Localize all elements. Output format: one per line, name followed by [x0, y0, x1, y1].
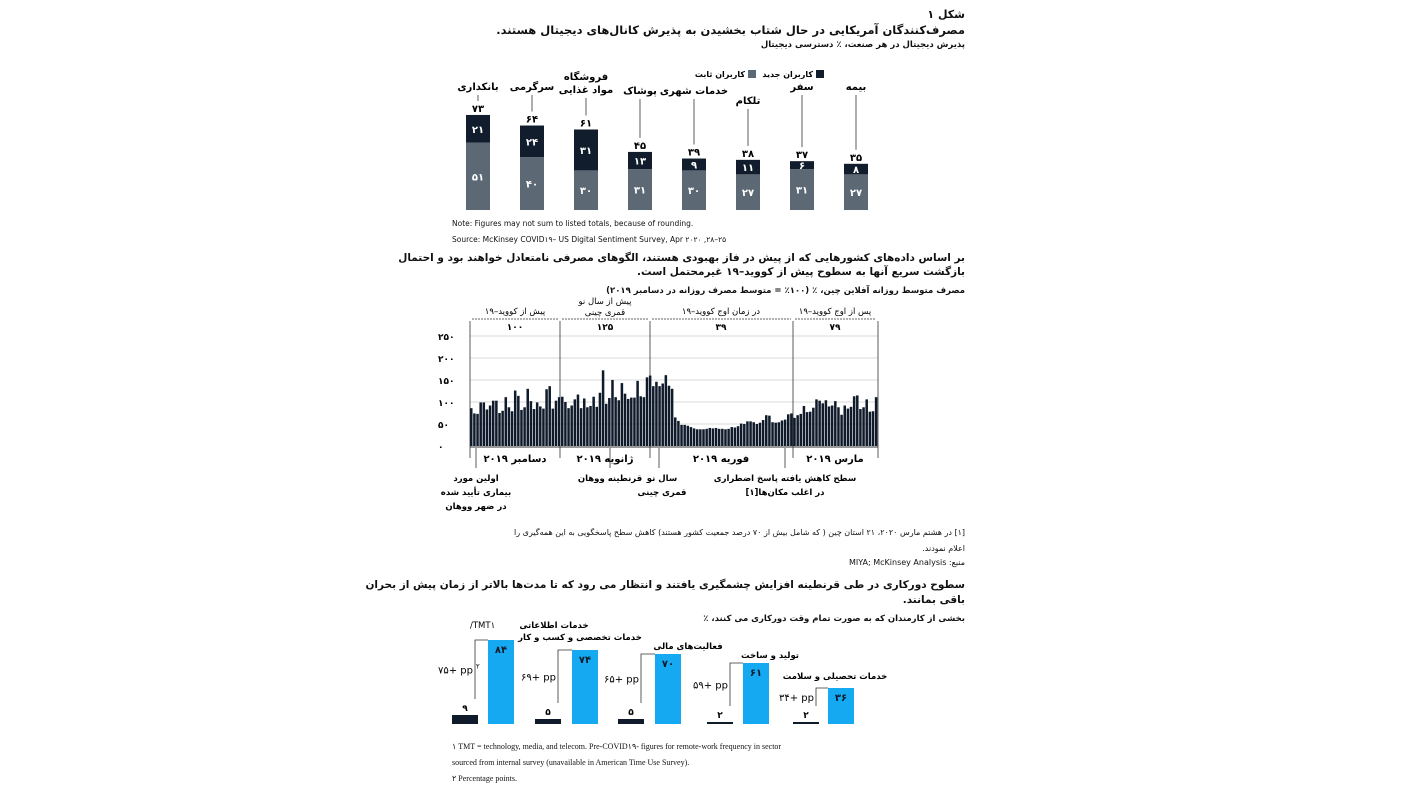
period-label-3: پس از اوج کووید–۱۹: [798, 307, 872, 317]
daily-bar-129: [875, 397, 878, 446]
daily-bar-29: [561, 397, 564, 446]
daily-bar-40: [596, 407, 599, 446]
daily-bar-74: [702, 429, 705, 446]
period-label2-1: قمری چینی: [584, 308, 626, 318]
daily-bar-88: [746, 421, 749, 446]
daily-bar-3: [479, 402, 482, 446]
legend-swatch-new: [816, 70, 824, 78]
daily-bar-35: [580, 408, 583, 446]
daily-bar-34: [577, 395, 580, 446]
category-label-5: تلکام: [735, 96, 761, 107]
daily-bar-32: [570, 406, 573, 446]
daily-bar-37: [586, 407, 589, 446]
section3-footnote1-line2: sourced from internal survey (unavailable in American Time Use Survey).: [452, 758, 690, 767]
daily-bar-58: [652, 386, 655, 446]
period-value-2: ۳۹: [715, 323, 727, 333]
delta-bracket-3: [730, 663, 743, 706]
daily-bar-1: [473, 413, 476, 446]
daily-bar-77: [712, 428, 715, 446]
category-label-4: خدمات شهری: [659, 86, 729, 97]
period-value-3: ۷۹: [829, 323, 841, 333]
delta-label-4: ۳۴+ pp: [779, 693, 814, 704]
daily-bar-11: [505, 397, 508, 446]
daily-bar-56: [646, 377, 649, 446]
daily-bar-45: [611, 380, 614, 446]
figure-page: [365, 0, 990, 800]
chart1-note: Note: Figures may not sum to listed totals, because of rounding.: [452, 219, 694, 228]
daily-bar-23: [542, 409, 545, 446]
daily-bar-20: [533, 409, 536, 446]
daily-bar-59: [655, 382, 658, 446]
bar-total-7: ۳۵: [849, 152, 863, 164]
daily-bar-38: [589, 406, 592, 446]
now-value-1: ۷۴: [578, 655, 592, 666]
daily-bar-95: [768, 416, 771, 446]
pre-value-4: ۲: [803, 711, 809, 721]
daily-bar-127: [869, 412, 872, 446]
delta-bracket-2: [641, 654, 655, 703]
pre-value-1: ۵: [545, 708, 551, 718]
daily-bar-63: [668, 386, 671, 446]
annotation-1-line-0: قرنطینه ووهان: [577, 474, 643, 484]
daily-bar-119: [843, 406, 846, 446]
daily-bar-61: [661, 384, 664, 446]
daily-bar-10: [501, 411, 504, 446]
bar-fixed-label-0: ۵۱: [471, 172, 485, 184]
daily-bar-90: [752, 422, 755, 446]
bar-new-label-2: ۳۱: [579, 145, 593, 157]
legend-label-fixed: کاربران ثابت: [694, 70, 745, 79]
category-label-4: خدمات تحصیلی و سلامت: [782, 672, 888, 682]
category-label-3: تولید و ساخت: [741, 651, 799, 661]
category-tmt-0: /TMT۱: [470, 621, 496, 631]
daily-bar-113: [825, 400, 828, 446]
section2-title-line2: بازگشت سریع آنها به سطوح پیش از کووید–۱۹ غیرمحتمل است.: [637, 266, 965, 278]
daily-bar-13: [511, 411, 514, 446]
category-label-6: سفر: [790, 82, 814, 93]
bar-total-5: ۳۸: [741, 148, 755, 160]
daily-bar-87: [743, 424, 746, 446]
daily-bar-84: [734, 428, 737, 446]
legend-swatch-fixed: [748, 70, 756, 78]
daily-bar-69: [687, 426, 690, 446]
daily-bar-51: [630, 398, 633, 446]
daily-bar-65: [674, 417, 677, 446]
daily-bar-4: [483, 402, 486, 446]
daily-bar-86: [740, 424, 743, 446]
now-value-4: ۳۶: [834, 693, 848, 704]
daily-bar-30: [564, 402, 567, 446]
category-label-1: سرگرمی: [509, 82, 555, 93]
delta-bracket-4: [816, 688, 828, 706]
bar-new-label-6: ۶: [798, 161, 806, 173]
daily-bar-19: [530, 401, 533, 446]
daily-bar-44: [608, 398, 611, 446]
section2-source: منبع: MIYA; McKinsey Analysis: [848, 558, 965, 567]
period-label-0: پیش از کووید–۱۹: [484, 307, 546, 317]
category-label-7: بیمه: [845, 82, 867, 93]
bar-fixed-label-2: ۳۰: [579, 186, 593, 198]
daily-bar-43: [605, 404, 608, 446]
daily-bar-64: [671, 389, 674, 446]
daily-bar-57: [649, 376, 652, 446]
daily-bar-49: [624, 394, 627, 446]
y-tick-5: ۲۵۰: [438, 333, 455, 343]
daily-bar-66: [677, 421, 680, 446]
delta-label-2: ۶۵+ pp: [604, 674, 639, 686]
chart2-subtitle: مصرف متوسط روزانه آفلاین چین، ٪ (۱۰۰٪ = متوسط مصرف روزانه در دسامبر ۲۰۱۹): [606, 286, 965, 296]
month-label-2: فوریه ۲۰۱۹: [692, 454, 750, 465]
daily-bar-117: [837, 407, 840, 446]
category-label-1: خدمات تخصصی و کسب و کار: [518, 633, 642, 643]
daily-bar-114: [828, 406, 831, 446]
figure-title: مصرف‌کنندگان آمریکایی در حال شتاب بخشیدن به پذیرش کانال‌های دیجیتال هستند.: [496, 23, 965, 37]
month-label-1: ژانویه ۲۰۱۹: [576, 454, 634, 465]
daily-bar-67: [680, 425, 683, 446]
daily-bar-70: [690, 427, 693, 446]
daily-bar-126: [865, 399, 868, 446]
daily-bar-107: [806, 412, 809, 446]
section2-title-line1: بر اساس داده‌های کشورهایی که از پیش در فاز بهبودی هستند، الگوهای مصرفی نامتعادل خواهند بود و احتمال: [398, 252, 965, 264]
daily-bar-116: [834, 401, 837, 446]
daily-bar-25: [548, 386, 551, 446]
bar-new-label-7: ۸: [852, 165, 860, 177]
daily-bar-48: [621, 383, 624, 446]
bar-total-2: ۶۱: [579, 118, 593, 130]
section3-title-line1: سطوح دورکاری در طی قرنطینه افزایش چشمگیری یافتند و انتظار می رود که تا مدت‌ها بالاتر از زمان پیش از بحران: [365, 579, 965, 591]
bar-new-label-4: ۹: [690, 160, 698, 172]
category-label2-2: مواد غذایی: [558, 85, 614, 96]
daily-bar-91: [756, 424, 759, 446]
section3-footnote1-line1: ۱ TMT = technology, media, and telecom. Pre-COVID۱۹- figures for remote-work frequency in sector: [452, 742, 782, 751]
daily-bar-18: [526, 389, 529, 446]
daily-bar-100: [784, 420, 787, 446]
daily-bar-76: [709, 428, 712, 446]
pre-bar-0: [452, 715, 478, 724]
daily-bar-9: [498, 413, 501, 446]
figure-subtitle: پذیرش دیجیتال در هر صنعت، ٪ دسترسی دیجیتال: [760, 40, 965, 50]
daily-bar-71: [693, 428, 696, 446]
category-label-2: فعالیت‌های مالی: [653, 642, 723, 652]
daily-bar-79: [718, 429, 721, 446]
daily-bar-112: [822, 403, 825, 446]
pre-bar-4: [793, 722, 819, 724]
daily-bar-81: [724, 429, 727, 446]
daily-bar-12: [508, 407, 511, 446]
section3-footnote2: ۲ Percentage points.: [452, 774, 517, 783]
bar-fixed-label-4: ۳۰: [687, 186, 701, 198]
delta-label-3: ۵۹+ pp: [693, 680, 728, 692]
annotation-0-line-2: در ضهر ووهان: [445, 502, 507, 512]
daily-bar-75: [705, 429, 708, 446]
y-tick-3: ۱۵۰: [438, 377, 455, 387]
daily-bar-15: [517, 396, 520, 446]
daily-bar-96: [771, 422, 774, 446]
daily-bar-118: [840, 415, 843, 446]
annotation-2-line-1: قمری چینی: [637, 488, 687, 498]
daily-bar-27: [555, 401, 558, 446]
daily-bar-125: [862, 407, 865, 446]
daily-bar-99: [781, 420, 784, 446]
category-label-0: بانکداری: [457, 82, 499, 93]
daily-bar-6: [489, 406, 492, 446]
daily-bar-60: [658, 386, 661, 446]
annotation-3-line-1: در اغلب مکان‌ها[۱]: [745, 488, 825, 498]
daily-bar-92: [759, 423, 762, 446]
period-label-1: پیش از سال نو: [578, 297, 632, 307]
bar-total-3: ۴۵: [633, 140, 647, 152]
chart1-source: Source: McKinsey COVID۱۹– US Digital Sentiment Survey, Apr ۲۰۲۰ ,۲۸–۲۵: [452, 235, 727, 244]
chart3-subtitle: بخشی از کارمندان که به صورت تمام وقت دورکاری می کنند، ٪: [703, 614, 965, 624]
figure-label: شکل ۱: [927, 8, 965, 21]
y-tick-2: ۱۰۰: [438, 399, 455, 409]
annotation-0-line-1: بیماری تأیید شده: [440, 488, 512, 498]
delta-sup-0: ۲: [476, 662, 480, 671]
daily-bar-103: [793, 418, 796, 446]
daily-bar-68: [683, 425, 686, 446]
daily-bar-54: [639, 396, 642, 446]
period-value-1: ۱۲۵: [596, 323, 614, 333]
daily-bar-16: [520, 410, 523, 446]
pre-value-2: ۵: [628, 708, 634, 718]
period-label-2: در زمان اوج کووید–۱۹: [681, 307, 761, 317]
daily-bar-98: [778, 422, 781, 446]
bar-total-6: ۳۷: [795, 150, 809, 162]
bar-new-label-0: ۲۱: [471, 124, 485, 136]
daily-bar-55: [643, 397, 646, 446]
daily-bar-41: [599, 393, 602, 446]
daily-bar-102: [790, 413, 793, 446]
daily-bar-123: [856, 395, 859, 446]
remote-work-chart: [430, 616, 990, 731]
daily-bar-78: [715, 428, 718, 446]
daily-bar-42: [602, 370, 605, 446]
section2-footnote-line2: اعلام نمودند.: [922, 544, 965, 553]
now-value-0: ۸۴: [494, 645, 508, 656]
daily-bar-122: [853, 396, 856, 446]
daily-bar-120: [847, 409, 850, 446]
daily-bar-2: [476, 414, 479, 446]
daily-bar-104: [796, 415, 799, 446]
daily-bar-94: [765, 415, 768, 446]
now-value-2: ۷۰: [661, 659, 675, 670]
daily-bar-7: [492, 401, 495, 446]
daily-bar-111: [818, 401, 821, 446]
daily-bar-50: [627, 399, 630, 446]
daily-bar-39: [592, 397, 595, 446]
y-tick-4: ۲۰۰: [438, 355, 455, 365]
legend-label-new: کاربران جدید: [762, 70, 813, 79]
y-tick-1: ۵۰: [438, 421, 449, 431]
pre-bar-1: [535, 719, 561, 724]
bar-new-label-1: ۲۴: [525, 137, 539, 149]
delta-label-0: ۷۵+ pp: [438, 665, 473, 677]
daily-bar-83: [730, 427, 733, 446]
pre-value-3: ۲: [717, 711, 723, 721]
section3-title-line2: باقی بمانند.: [902, 594, 965, 606]
bar-total-1: ۶۴: [525, 114, 539, 126]
period-value-0: ۱۰۰: [506, 323, 524, 333]
daily-bar-14: [514, 391, 517, 446]
bar-new-label-3: ۱۳: [633, 156, 647, 168]
daily-bar-85: [737, 426, 740, 446]
daily-bar-93: [762, 420, 765, 446]
daily-bar-22: [539, 406, 542, 446]
bar-fixed-label-3: ۳۱: [633, 185, 647, 197]
daily-bar-124: [859, 409, 862, 446]
daily-bar-109: [812, 408, 815, 446]
category-label-2: فروشگاه: [563, 72, 609, 83]
digital-adoption-chart: [430, 60, 990, 220]
daily-bar-115: [831, 406, 834, 446]
daily-bar-101: [787, 414, 790, 446]
daily-bar-108: [809, 412, 812, 446]
annotation-3-line-0: سطح کاهش یافته پاسخ اضطراری: [713, 474, 857, 484]
daily-bar-105: [800, 414, 803, 446]
daily-bar-106: [803, 406, 806, 446]
bar-fixed-label-5: ۲۷: [741, 188, 755, 200]
section2-footnote-line1: [۱] در هشتم مارس ۲۰۲۰، ۲۱ استان چین ( که شامل بیش از ۷۰ درصد جمعیت کشور هستند) کاهش سطح پاسخگویی به این همه‌گیری را: [514, 528, 965, 537]
daily-bar-89: [749, 421, 752, 446]
pre-bar-2: [618, 719, 644, 724]
daily-bar-128: [872, 411, 875, 446]
daily-bar-36: [583, 398, 586, 446]
now-value-3: ۶۱: [749, 668, 763, 679]
month-label-3: مارس ۲۰۱۹: [806, 454, 864, 465]
bar-total-4: ۳۹: [687, 147, 701, 159]
daily-bar-8: [495, 401, 498, 446]
daily-bar-52: [633, 398, 636, 446]
daily-bar-46: [614, 397, 617, 446]
daily-bar-0: [470, 408, 473, 446]
daily-bar-97: [774, 423, 777, 446]
china-consumption-chart: [430, 296, 990, 526]
pre-bar-3: [707, 722, 733, 724]
month-label-0: دسامبر ۲۰۱۹: [483, 454, 547, 465]
daily-bar-47: [618, 400, 621, 446]
category-label-0: خدمات اطلاعاتی: [519, 621, 589, 631]
daily-bar-21: [536, 402, 539, 446]
pre-value-0: ۹: [462, 704, 468, 714]
daily-bar-31: [567, 408, 570, 446]
daily-bar-73: [699, 429, 702, 446]
daily-bar-28: [558, 397, 561, 446]
annotation-2-line-0: سال نو: [646, 474, 678, 484]
bar-new-label-5: ۱۱: [741, 163, 755, 175]
bar-fixed-label-1: ۴۰: [525, 179, 539, 191]
y-tick-0: ۰: [438, 443, 444, 453]
daily-bar-72: [696, 429, 699, 446]
daily-bar-80: [721, 429, 724, 446]
daily-bar-53: [636, 381, 639, 446]
bar-total-0: ۷۳: [471, 103, 485, 115]
daily-bar-26: [552, 409, 555, 446]
delta-label-1: ۶۹+ pp: [521, 672, 556, 684]
daily-bar-62: [665, 375, 668, 446]
category-label-3: پوشاک: [623, 86, 657, 97]
daily-bar-33: [574, 399, 577, 446]
bar-fixed-label-7: ۲۷: [849, 188, 863, 200]
delta-bracket-1: [558, 650, 572, 703]
daily-bar-17: [523, 407, 526, 446]
daily-bar-82: [727, 429, 730, 446]
daily-bar-24: [545, 389, 548, 446]
daily-bar-5: [486, 409, 489, 446]
daily-bar-121: [850, 407, 853, 446]
daily-bar-110: [815, 399, 818, 446]
bar-fixed-label-6: ۳۱: [795, 185, 809, 197]
annotation-0-line-0: اولین مورد: [453, 474, 499, 484]
